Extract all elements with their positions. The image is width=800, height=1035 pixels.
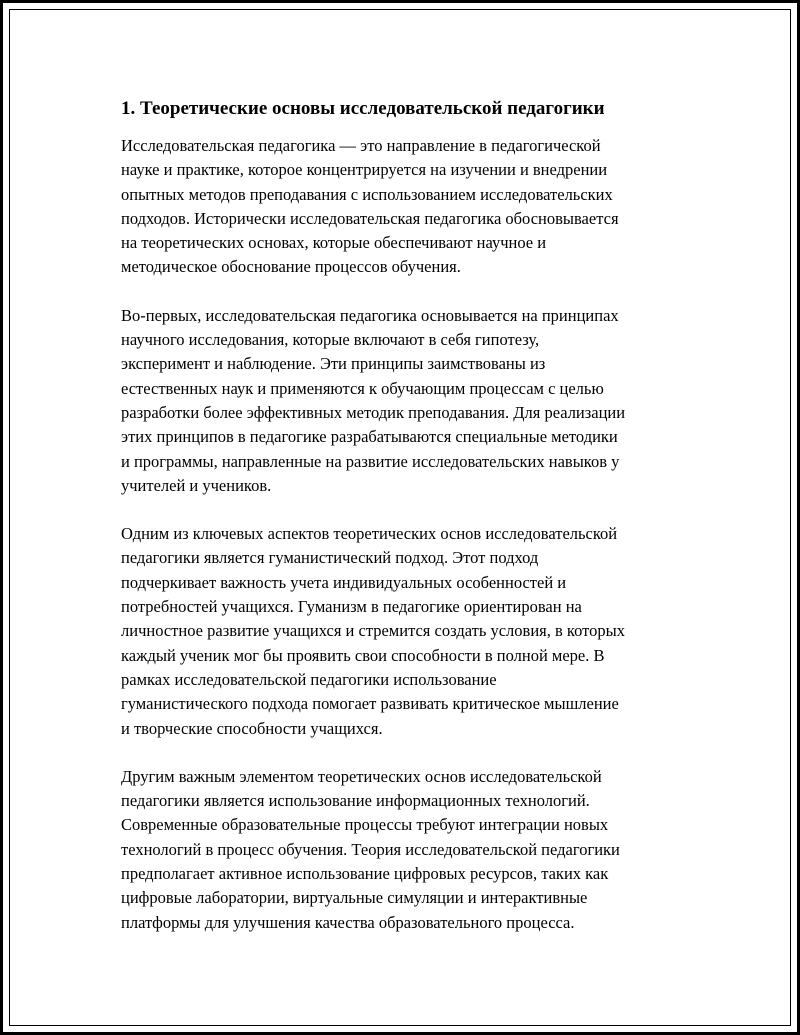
paragraph-scientific-principles: Во-первых, исследовательская педагогика основывается на принципах научного исследования, которые включают в себя гипотезу, эксперимент и наблюдение. Эти принципы заимствованы из естественных наук и применяются к обучающим процессам с целью разработки более эффективных методик преподавания. Для реализации этих принципов в педагогике разрабатываются специальные методики и программы, направленные на развитие исследовательских навыков у учителей и учеников. — [121, 305, 626, 495]
section-heading: 1. Теоретические основы исследовательской педагогики — [121, 98, 605, 119]
paragraph-intro: Исследовательская педагогика — это направление в педагогической науке и практике, которое концентрируется на изучении и внедрении опытных методов преподавания с использованием исследовательских подходов. Исторически исследовательская педагогика обосновывается на теоретических основах, которые обеспечивают научное и методическое обоснование процессов обучения. — [121, 136, 619, 277]
paragraph-humanistic-approach: Одним из ключевых аспектов теоретических основ исследовательской педагогики является гуманистический подход. Этот подход подчеркивает важность учета индивидуальных особенностей и потребностей учащихся. Гуманизм в педагогике ориентирован на личностное развитие учащихся и стремится создать условия, в которых каждый ученик мог бы проявить свои способности в полной мере. В рамках исследовательской педагогики использование гуманистического подхода помогает развивать критическое мышление и творческие способности учащихся. — [121, 524, 625, 738]
document-content — [121, 96, 691, 959]
paragraph-information-technology: Другим важным элементом теоретических основ исследовательской педагогики является использование информационных технологий. Современные образовательные процессы требуют интеграции новых технологий в процесс обучения. Теория исследовательской педагогики предполагает активное использование цифровых ресурсов, таких как цифровые лаборатории, виртуальные симуляции и интерактивные платформы для улучшения качества образовательного процесса. — [121, 766, 620, 932]
